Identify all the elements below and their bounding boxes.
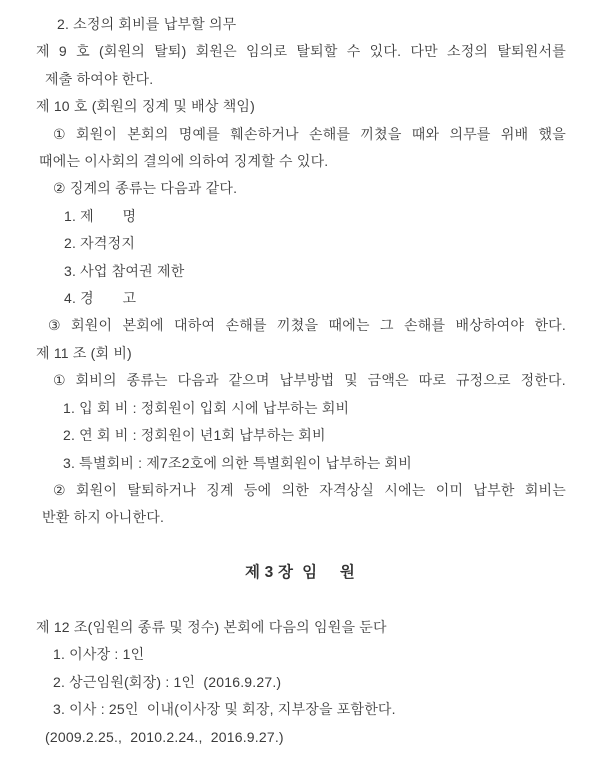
text-line: (2009.2.25., 2010.2.24., 2016.9.27.): [45, 728, 284, 745]
text-line: 1. 입 회 비 : 정회원이 입회 시에 납부하는 회비: [63, 399, 350, 416]
word: 탈퇴하거나: [127, 481, 196, 498]
word: 손해를: [404, 317, 446, 334]
word: 따로: [418, 372, 447, 389]
word: 종류는: [126, 372, 168, 389]
text-line: 제 11 조 (회 비): [36, 344, 132, 361]
word: 의무를: [449, 125, 491, 142]
text-line: 3. 이사 : 25인 이내(이사장 및 회장, 지부장을 포함한다.: [53, 701, 396, 718]
text-line: 2. 연 회 비 : 정회원이 년1회 납부하는 회비: [63, 427, 326, 444]
word: 호: [76, 43, 90, 60]
chapter-heading: 제 3 장 임 원: [244, 564, 356, 582]
word: 본회의: [127, 125, 169, 142]
word: 임의로: [246, 43, 288, 60]
word: 회원이: [75, 481, 118, 498]
text-line: 3. 특별회비 : 제7조2호에 의한 특별회원이 납부하는 회비: [63, 454, 412, 471]
word: 다음과: [177, 372, 219, 389]
text-line: 2. 상근임원(회장) : 1인 (2016.9.27.): [53, 673, 282, 690]
text-line: [53, 367, 566, 394]
word: 명예를: [178, 125, 220, 142]
word: 그: [379, 317, 394, 334]
text-line: 때에는 이사회의 결의에 의하여 징계할 수 있다.: [39, 153, 329, 170]
word: 손해를: [309, 125, 351, 142]
word: 및: [344, 372, 358, 389]
word: 시에는: [384, 481, 426, 498]
word: 금액은: [367, 372, 409, 389]
word: 회비는: [524, 481, 566, 498]
word: ①: [53, 125, 66, 142]
word: 징계: [206, 481, 234, 498]
text-line: 반환 하지 아니한다.: [42, 509, 165, 526]
word: 등에: [243, 481, 272, 498]
word: 위배: [500, 125, 529, 142]
text-line: [53, 477, 566, 504]
text-line: [36, 38, 566, 65]
word: 끼쳤을: [360, 125, 402, 142]
word: ③: [48, 317, 61, 334]
word: 했을: [538, 125, 566, 142]
text-line: 4. 경 고: [64, 290, 137, 307]
text-line: 1. 이사장 : 1인: [53, 646, 145, 663]
text-line: 2. 자격정지: [64, 235, 136, 252]
word: 회원이: [71, 317, 113, 334]
word: 9: [58, 43, 67, 60]
word: 탈퇴원서를: [497, 43, 566, 60]
word: 있다.: [369, 43, 402, 60]
text-line: 제 12 조(임원의 종류 및 정수) 본회에 다음의 임원을 둔다: [36, 618, 387, 635]
word: 끼쳤을: [277, 317, 319, 334]
word: ②: [53, 481, 66, 498]
text-line: [48, 312, 566, 339]
word: 배상하여야: [455, 317, 525, 334]
word: 같으며: [228, 372, 270, 389]
word: ①: [53, 372, 66, 389]
word: 본회에: [122, 317, 164, 334]
word: 회비의: [75, 372, 117, 389]
word: 납부한: [473, 481, 515, 498]
word: 납부방법: [279, 372, 335, 389]
word: (회원의: [98, 43, 146, 60]
word: 회원이: [75, 125, 118, 142]
text-line: 2. 소정의 회비를 납부할 의무: [57, 16, 237, 32]
word: 탈퇴할: [296, 43, 338, 60]
word: 때에는: [328, 317, 370, 334]
word: 훼손하거나: [230, 125, 299, 142]
word: 규정으로: [455, 372, 511, 389]
word: 회원은: [195, 43, 237, 60]
word: 의한: [281, 481, 310, 498]
word: 탈퇴): [154, 43, 187, 60]
text-line: [53, 121, 566, 148]
word: 정한다.: [520, 372, 566, 389]
blank-line: [0, 587, 600, 614]
word: 다만: [410, 43, 438, 60]
word: 자격상실: [319, 481, 375, 498]
word: 한다.: [534, 317, 566, 334]
word: 손해를: [225, 317, 267, 334]
text-line: 3. 사업 참여권 제한: [64, 262, 185, 279]
text-line: ② 징계의 종류는 다음과 같다.: [53, 180, 238, 197]
document-body: [0, 11, 600, 751]
blank-line: [0, 532, 600, 559]
word: 때와: [411, 125, 440, 142]
text-line: 1. 제 명: [64, 207, 137, 224]
word: 제: [36, 43, 50, 60]
word: 소정의: [446, 43, 489, 60]
word: 이미: [435, 481, 464, 498]
text-line: 제출 하여야 한다.: [45, 70, 154, 87]
text-line: 제 10 호 (회원의 징계 및 배상 책임): [36, 98, 256, 115]
word: 수: [346, 43, 361, 60]
word: 대하여: [174, 317, 216, 334]
